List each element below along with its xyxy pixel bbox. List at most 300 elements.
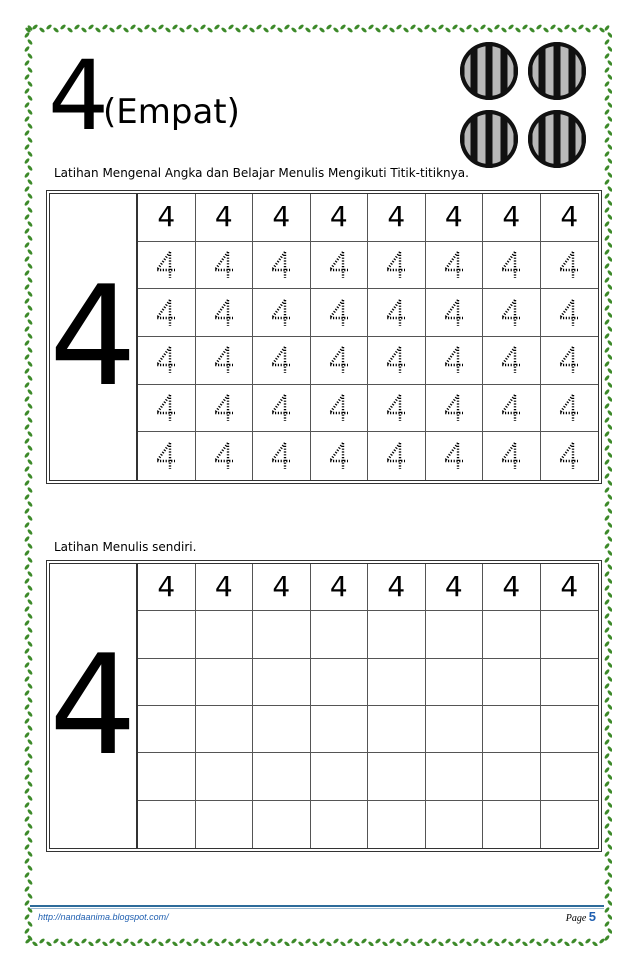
vine-leaf xyxy=(487,938,494,945)
vine-leaf xyxy=(27,109,34,116)
vine-leaf xyxy=(24,172,30,179)
model-digit-cell xyxy=(50,194,138,480)
vine-leaf xyxy=(27,81,34,88)
vine-leaf xyxy=(256,24,263,30)
vine-leaf xyxy=(319,938,326,945)
vine-leaf xyxy=(193,938,200,945)
vine-leaf xyxy=(604,445,611,452)
vine-leaf xyxy=(550,941,557,946)
dotted-four-trace xyxy=(213,250,235,280)
vine-leaf xyxy=(27,865,34,872)
trace-cell xyxy=(426,242,484,290)
vine-leaf xyxy=(431,938,438,945)
writing-cell[interactable] xyxy=(311,611,369,658)
dotted-four-trace xyxy=(270,345,292,375)
writing-cell[interactable] xyxy=(426,659,484,706)
vine-leaf xyxy=(137,938,144,945)
vine-leaf xyxy=(27,739,34,746)
model-row-cell xyxy=(253,564,311,611)
vine-leaf xyxy=(604,935,611,942)
vine-leaf xyxy=(354,941,361,946)
writing-cell[interactable] xyxy=(311,801,369,848)
writing-cell[interactable] xyxy=(311,753,369,800)
trace-cell xyxy=(483,385,541,433)
tracing-grid xyxy=(138,194,598,480)
vine-leaf xyxy=(67,938,74,945)
vine-leaf xyxy=(508,24,515,30)
writing-cell[interactable] xyxy=(541,753,599,800)
writing-cell[interactable] xyxy=(483,706,541,753)
vine-leaf xyxy=(550,24,557,30)
vine-leaf xyxy=(607,928,612,935)
model-row-cell xyxy=(368,194,426,242)
trace-cell xyxy=(541,242,599,290)
solid-four: 4 xyxy=(387,570,406,604)
vine-leaf xyxy=(305,938,312,945)
vine-leaf xyxy=(604,361,611,368)
vine-leaf xyxy=(604,81,611,88)
vine-leaf xyxy=(604,585,611,592)
vine-leaf xyxy=(607,886,612,893)
writing-cell[interactable] xyxy=(541,706,599,753)
vine-leaf xyxy=(200,24,207,30)
vine-leaf xyxy=(508,941,515,946)
vine-leaf xyxy=(604,725,611,732)
vine-leaf xyxy=(604,319,611,326)
vine-leaf xyxy=(24,816,30,823)
vine-leaf xyxy=(24,424,30,431)
vine-leaf xyxy=(604,879,611,886)
vine-leaf xyxy=(158,941,165,946)
vine-leaf xyxy=(607,718,612,725)
vine-leaf xyxy=(305,27,312,34)
vine-leaf xyxy=(604,851,611,858)
vine-leaf xyxy=(27,753,34,760)
vine-leaf xyxy=(214,24,221,30)
trace-cell xyxy=(541,289,599,337)
trace-cell xyxy=(483,242,541,290)
solid-four: 4 xyxy=(272,570,291,604)
vine-leaf xyxy=(607,662,612,669)
dotted-four-trace xyxy=(385,250,407,280)
trace-cell xyxy=(138,289,196,337)
dotted-four-trace xyxy=(155,298,177,328)
writing-cell[interactable] xyxy=(311,706,369,753)
vine-leaf xyxy=(607,368,612,375)
writing-cell[interactable] xyxy=(196,706,254,753)
vine-leaf xyxy=(27,529,34,536)
vine-leaf xyxy=(604,669,611,676)
vine-leaf xyxy=(27,347,34,354)
dotted-four-trace xyxy=(328,441,350,471)
vine-leaf xyxy=(151,27,158,34)
vine-leaf xyxy=(46,941,53,946)
vine-leaf xyxy=(604,67,611,74)
dotted-four-trace xyxy=(558,345,580,375)
vine-leaf xyxy=(24,480,30,487)
dotted-four-trace xyxy=(558,441,580,471)
vine-leaf xyxy=(459,938,466,945)
model-digit-cell xyxy=(50,564,138,848)
vine-leaf xyxy=(24,578,30,585)
vine-leaf xyxy=(607,634,612,641)
vine-leaf xyxy=(24,214,30,221)
dotted-four-trace xyxy=(213,298,235,328)
writing-cell[interactable] xyxy=(368,706,426,753)
trace-cell xyxy=(138,385,196,433)
vine-leaf xyxy=(424,941,431,946)
trace-cell xyxy=(426,337,484,385)
vine-leaf xyxy=(607,74,612,81)
writing-cell[interactable] xyxy=(196,753,254,800)
trace-cell xyxy=(138,242,196,290)
vine-leaf xyxy=(326,941,333,946)
trace-cell xyxy=(196,432,254,480)
trace-cell xyxy=(253,337,311,385)
vine-leaf xyxy=(515,27,522,34)
vine-leaf xyxy=(27,39,34,46)
vine-leaf xyxy=(24,452,30,459)
writing-cell[interactable] xyxy=(253,753,311,800)
vine-leaf xyxy=(604,473,611,480)
vine-leaf xyxy=(24,60,30,67)
vine-leaf xyxy=(24,928,30,935)
solid-four: 4 xyxy=(387,200,406,234)
vine-leaf xyxy=(382,24,389,30)
vine-leaf xyxy=(27,879,34,886)
trace-cell xyxy=(311,242,369,290)
vine-leaf xyxy=(24,760,30,767)
vine-leaf xyxy=(24,326,30,333)
vine-leaf xyxy=(607,872,612,879)
dotted-four-trace xyxy=(270,393,292,423)
writing-cell[interactable] xyxy=(368,801,426,848)
vine-leaf xyxy=(24,634,30,641)
vine-leaf xyxy=(165,938,172,945)
vine-leaf xyxy=(396,24,403,30)
vine-leaf xyxy=(193,27,200,34)
vine-leaf xyxy=(604,193,611,200)
vine-leaf xyxy=(88,24,95,30)
writing-cell[interactable] xyxy=(426,801,484,848)
writing-cell[interactable] xyxy=(311,659,369,706)
solid-four: 4 xyxy=(329,200,348,234)
dotted-four-trace xyxy=(385,393,407,423)
vine-leaf xyxy=(604,543,611,550)
dotted-four-trace xyxy=(155,441,177,471)
vine-leaf xyxy=(39,27,46,34)
vine-leaf xyxy=(207,938,214,945)
dotted-four-trace xyxy=(558,250,580,280)
vine-leaf xyxy=(27,95,34,102)
writing-cell[interactable] xyxy=(426,753,484,800)
writing-cell[interactable] xyxy=(138,706,196,753)
vine-leaf xyxy=(151,938,158,945)
writing-cell[interactable] xyxy=(541,659,599,706)
vine-leaf xyxy=(494,24,501,30)
practice-grid xyxy=(138,564,598,848)
vine-leaf xyxy=(403,27,410,34)
vine-leaf xyxy=(604,627,611,634)
writing-cell[interactable] xyxy=(196,801,254,848)
vine-leaf xyxy=(24,830,30,837)
vine-leaf xyxy=(109,27,116,34)
vine-leaf xyxy=(179,938,186,945)
vine-leaf xyxy=(24,844,30,851)
writing-cell[interactable] xyxy=(368,611,426,658)
vine-leaf xyxy=(604,823,611,830)
dotted-four-trace xyxy=(270,250,292,280)
vine-leaf xyxy=(24,130,30,137)
vine-leaf xyxy=(24,662,30,669)
vine-leaf xyxy=(607,144,612,151)
vine-leaf xyxy=(607,410,612,417)
writing-cell[interactable] xyxy=(541,611,599,658)
model-row-cell xyxy=(311,194,369,242)
vine-leaf xyxy=(604,151,611,158)
dotted-four-trace xyxy=(155,250,177,280)
vine-leaf xyxy=(291,938,298,945)
trace-cell xyxy=(541,432,599,480)
vine-leaf xyxy=(607,186,612,193)
writing-cell[interactable] xyxy=(483,611,541,658)
vine-leaf xyxy=(186,24,193,30)
vine-leaf xyxy=(607,270,612,277)
vine-leaf xyxy=(410,941,417,946)
trace-cell xyxy=(368,385,426,433)
vine-leaf xyxy=(179,27,186,34)
vine-leaf xyxy=(27,781,34,788)
vine-leaf xyxy=(24,606,30,613)
vine-leaf xyxy=(319,27,326,34)
vine-leaf xyxy=(27,221,34,228)
vine-leaf xyxy=(27,445,34,452)
vine-leaf xyxy=(604,795,611,802)
vine-leaf xyxy=(312,941,319,946)
dotted-four-trace xyxy=(385,441,407,471)
vine-leaf xyxy=(144,941,151,946)
vine-leaf xyxy=(347,938,354,945)
vine-leaf xyxy=(172,941,179,946)
vine-leaf xyxy=(27,389,34,396)
writing-cell[interactable] xyxy=(138,611,196,658)
footer-url-link[interactable]: http://nandaanima.blogspot.com/ xyxy=(38,912,169,922)
vine-leaf xyxy=(607,116,612,123)
vine-leaf xyxy=(24,508,30,515)
vine-leaf xyxy=(607,396,612,403)
vine-leaf xyxy=(27,809,34,816)
writing-cell[interactable] xyxy=(368,659,426,706)
vine-leaf xyxy=(604,865,611,872)
vine-leaf xyxy=(109,938,116,945)
vine-leaf xyxy=(95,938,102,945)
vine-leaf xyxy=(592,24,599,30)
counting-objects xyxy=(458,42,590,172)
vine-leaf xyxy=(604,459,611,466)
vine-leaf xyxy=(27,851,34,858)
vine-leaf xyxy=(466,24,473,30)
vine-leaf xyxy=(607,592,612,599)
vine-leaf xyxy=(607,536,612,543)
page-number xyxy=(566,909,596,924)
vine-leaf xyxy=(604,333,611,340)
model-digit: 4 xyxy=(49,256,137,417)
vine-leaf xyxy=(607,550,612,557)
vine-leaf xyxy=(604,375,611,382)
writing-cell[interactable] xyxy=(483,659,541,706)
writing-cell[interactable] xyxy=(138,753,196,800)
writing-cell[interactable] xyxy=(138,801,196,848)
vine-leaf xyxy=(604,809,611,816)
trace-cell xyxy=(426,289,484,337)
vine-leaf xyxy=(221,938,228,945)
vine-leaf xyxy=(24,676,30,683)
vine-leaf xyxy=(24,186,30,193)
writing-cell[interactable] xyxy=(253,659,311,706)
vine-leaf xyxy=(607,690,612,697)
writing-cell[interactable] xyxy=(253,611,311,658)
striped-ball-icon xyxy=(460,110,518,168)
writing-cell[interactable] xyxy=(196,611,254,658)
vine-leaf xyxy=(24,410,30,417)
vine-leaf xyxy=(494,941,501,946)
vine-leaf xyxy=(60,24,67,30)
writing-cell[interactable] xyxy=(483,801,541,848)
vine-leaf xyxy=(607,46,612,53)
writing-cell[interactable] xyxy=(253,801,311,848)
vine-leaf xyxy=(571,27,578,34)
vine-leaf xyxy=(585,938,592,945)
vine-leaf xyxy=(24,200,30,207)
trace-cell xyxy=(253,242,311,290)
vine-leaf xyxy=(27,431,34,438)
model-row-cell xyxy=(196,564,254,611)
dotted-four-trace xyxy=(500,345,522,375)
dotted-four-trace xyxy=(213,441,235,471)
vine-leaf xyxy=(438,941,445,946)
writing-cell[interactable] xyxy=(426,706,484,753)
vine-leaf xyxy=(361,27,368,34)
trace-cell xyxy=(253,289,311,337)
writing-cell[interactable] xyxy=(541,801,599,848)
vine-leaf xyxy=(74,24,81,30)
vine-leaf xyxy=(270,941,277,946)
model-row-cell xyxy=(138,194,196,242)
vine-leaf xyxy=(284,941,291,946)
vine-leaf xyxy=(607,130,612,137)
writing-cell[interactable] xyxy=(483,753,541,800)
writing-cell[interactable] xyxy=(253,706,311,753)
vine-leaf xyxy=(529,938,536,945)
vine-leaf xyxy=(410,24,417,30)
vine-leaf xyxy=(333,938,340,945)
vine-leaf xyxy=(102,24,109,30)
vine-leaf xyxy=(27,333,34,340)
trace-cell xyxy=(426,432,484,480)
vine-leaf xyxy=(24,46,30,53)
dotted-four-trace xyxy=(328,345,350,375)
vine-leaf xyxy=(501,27,508,34)
vine-leaf xyxy=(24,564,30,571)
footer-rule xyxy=(30,905,604,907)
striped-ball-icon xyxy=(528,42,586,100)
vine-leaf xyxy=(27,655,34,662)
dotted-four-trace xyxy=(443,250,465,280)
vine-leaf xyxy=(604,109,611,116)
trace-cell xyxy=(541,337,599,385)
trace-cell xyxy=(196,337,254,385)
vine-leaf xyxy=(375,938,382,945)
vine-leaf xyxy=(604,711,611,718)
model-row-cell xyxy=(368,564,426,611)
vine-leaf xyxy=(564,24,571,30)
striped-ball-icon xyxy=(460,42,518,100)
page-label: Page xyxy=(565,913,587,924)
vine-leaf xyxy=(396,941,403,946)
vine-leaf xyxy=(607,102,612,109)
vine-leaf xyxy=(604,221,611,228)
writing-cell[interactable] xyxy=(426,611,484,658)
vine-leaf xyxy=(24,312,30,319)
vine-leaf xyxy=(27,487,34,494)
solid-four: 4 xyxy=(444,570,463,604)
vine-leaf xyxy=(298,941,305,946)
vine-leaf xyxy=(431,27,438,34)
vine-leaf xyxy=(27,585,34,592)
vine-leaf xyxy=(389,27,396,34)
page-title-digit: 4 xyxy=(48,40,110,152)
vine-leaf xyxy=(32,24,39,30)
trace-cell xyxy=(541,385,599,433)
trace-cell xyxy=(196,289,254,337)
vine-leaf xyxy=(604,179,611,186)
vine-leaf xyxy=(607,158,612,165)
model-row-cell xyxy=(541,194,599,242)
vine-leaf xyxy=(277,938,284,945)
model-row-cell xyxy=(483,564,541,611)
vine-leaf xyxy=(607,676,612,683)
vine-leaf xyxy=(607,522,612,529)
writing-cell[interactable] xyxy=(138,659,196,706)
vine-leaf xyxy=(604,263,611,270)
vine-leaf xyxy=(604,249,611,256)
vine-leaf xyxy=(24,270,30,277)
trace-cell xyxy=(483,289,541,337)
vine-leaf xyxy=(417,938,424,945)
vine-leaf xyxy=(32,941,39,946)
vine-leaf xyxy=(604,277,611,284)
vine-leaf xyxy=(27,151,34,158)
vine-leaf xyxy=(27,263,34,270)
vine-leaf xyxy=(24,74,30,81)
vine-leaf xyxy=(24,886,30,893)
dotted-four-trace xyxy=(385,298,407,328)
vine-leaf xyxy=(604,431,611,438)
vine-leaf xyxy=(592,941,599,946)
writing-cell[interactable] xyxy=(368,753,426,800)
tracing-instruction: Latihan Mengenal Angka dan Belajar Menulis Mengikuti Titik-titiknya. xyxy=(54,166,469,180)
writing-cell[interactable] xyxy=(196,659,254,706)
vine-leaf xyxy=(46,24,53,30)
vine-leaf xyxy=(604,753,611,760)
vine-leaf xyxy=(501,938,508,945)
vine-leaf xyxy=(24,732,30,739)
model-row-cell xyxy=(138,564,196,611)
vine-leaf xyxy=(578,24,585,30)
vine-leaf xyxy=(228,941,235,946)
vine-leaf xyxy=(604,557,611,564)
vine-leaf xyxy=(543,27,550,34)
